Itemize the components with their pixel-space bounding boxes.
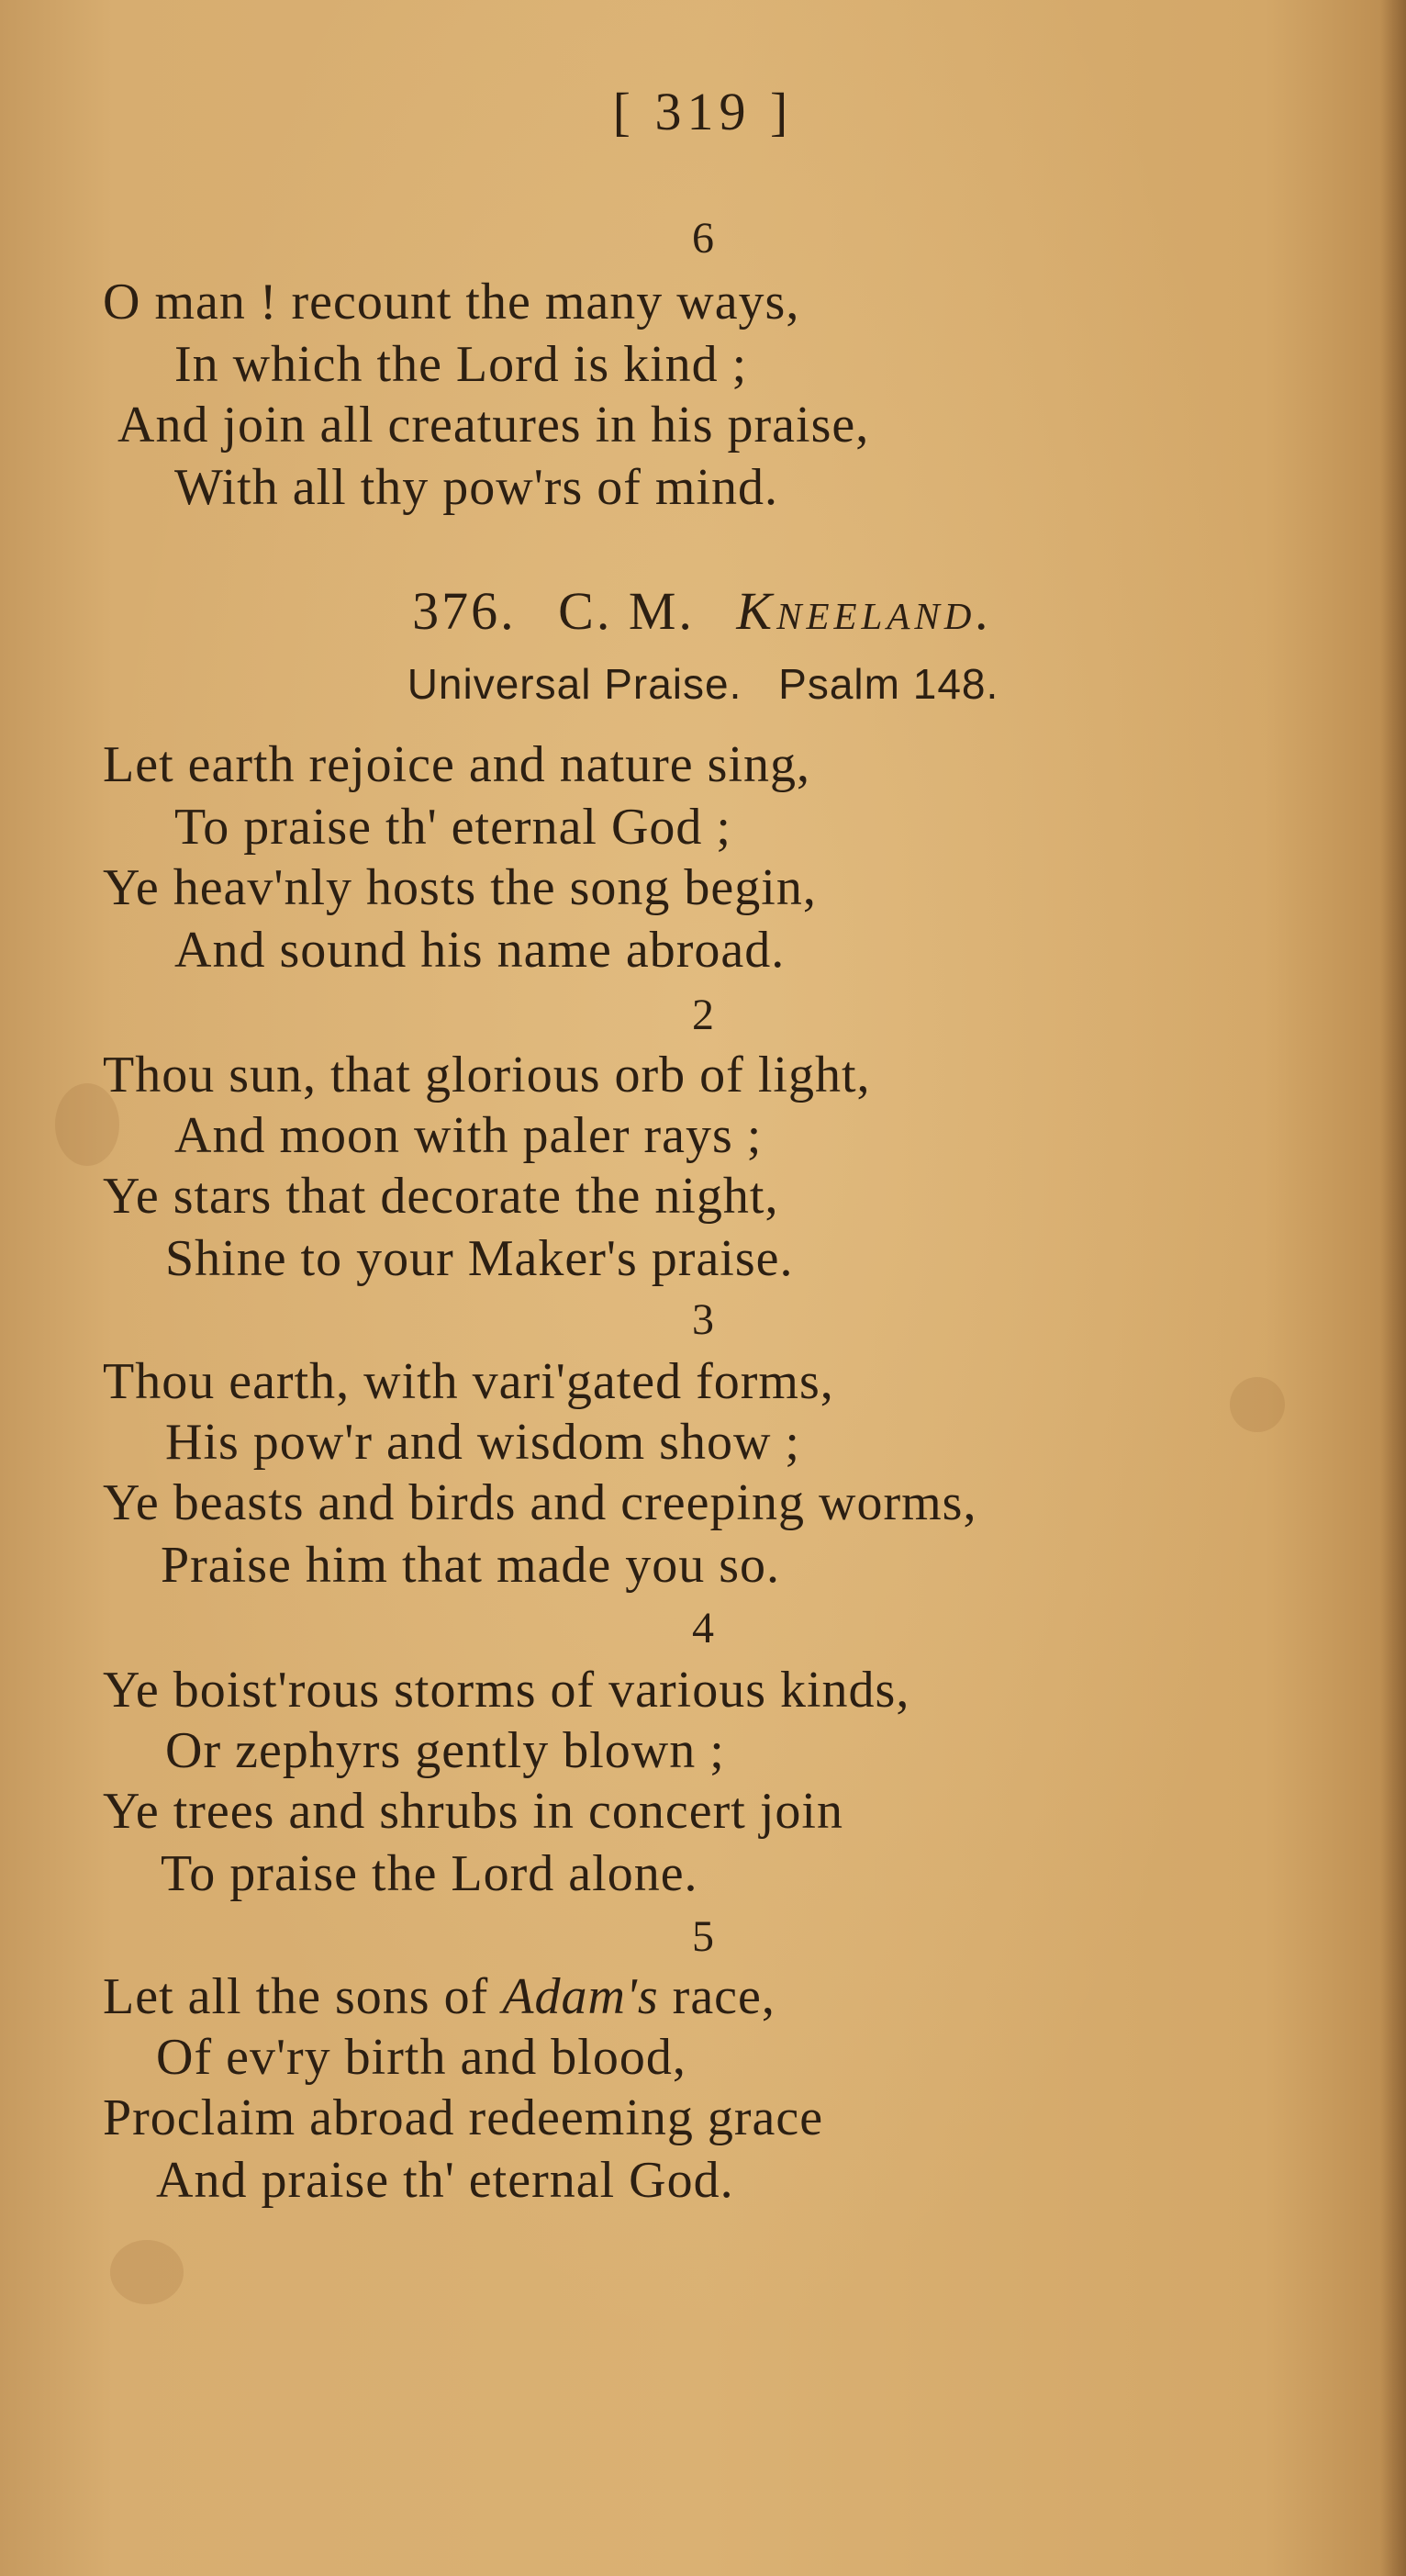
stanza-number: 5	[692, 1912, 714, 1961]
page-edge-shadow	[1380, 0, 1406, 2576]
verse-line: Let earth rejoice and nature sing,	[103, 736, 810, 793]
stanza-number: 4	[692, 1604, 714, 1652]
verse-line: In which the Lord is kind ;	[174, 336, 748, 393]
stanza-number: 3	[692, 1295, 714, 1344]
verse-line: Shine to your Maker's praise.	[165, 1230, 794, 1287]
paper-stain	[1230, 1377, 1285, 1432]
verse-line: And join all creatures in his praise,	[117, 397, 870, 454]
verse-line: Of ev'ry birth and blood,	[156, 2029, 686, 2086]
hymn-heading	[0, 580, 1406, 642]
verse-line: Thou sun, that glorious orb of light,	[103, 1047, 871, 1103]
verse-line: Or zephyrs gently blown ;	[165, 1722, 725, 1779]
verse-line: And praise th' eternal God.	[156, 2152, 734, 2209]
verse-line: His pow'r and wisdom show ;	[165, 1414, 800, 1471]
verse-italic-name: Adam's	[502, 1968, 659, 2025]
verse-line: Thou earth, with vari'gated forms,	[103, 1353, 834, 1410]
verse-line: Ye trees and shrubs in concert join	[103, 1783, 843, 1840]
verse-line: Proclaim abroad redeeming grace	[103, 2089, 824, 2146]
verse-line: And sound his name abroad.	[174, 922, 786, 979]
hymn-meter: C. M.	[558, 581, 695, 641]
verse-text: race,	[658, 1968, 776, 2025]
verse-line: To praise the Lord alone.	[161, 1845, 698, 1902]
hymn-author: Kneeland.	[736, 581, 994, 641]
verse-line: With all thy pow'rs of mind.	[174, 459, 778, 516]
psalm-reference: Psalm 148.	[778, 660, 999, 708]
verse-line: Ye boist'rous storms of various kinds,	[103, 1662, 910, 1719]
stanza-number: 2	[692, 991, 714, 1039]
verse-line: O man ! recount the many ways,	[103, 274, 800, 330]
verse-line: Praise him that made you so.	[161, 1537, 781, 1594]
verse-line: To praise th' eternal God ;	[174, 799, 731, 856]
verse-line: Ye beasts and birds and creeping worms,	[103, 1474, 977, 1531]
stanza-number: 6	[692, 214, 714, 263]
verse-line: Ye stars that decorate the night,	[103, 1168, 779, 1225]
hymn-subtitle	[0, 659, 1406, 709]
hymn-number: 376.	[412, 581, 517, 641]
verse-line: Ye heav'nly hosts the song begin,	[103, 859, 817, 916]
paper-stain	[110, 2240, 184, 2304]
subtitle-text: Universal Praise.	[407, 660, 742, 708]
verse-line	[103, 1966, 776, 2027]
page-number: [ 319 ]	[612, 82, 794, 141]
verse-text: Let all the sons of	[103, 1968, 503, 2025]
verse-line: And moon with paler rays ;	[174, 1107, 763, 1164]
